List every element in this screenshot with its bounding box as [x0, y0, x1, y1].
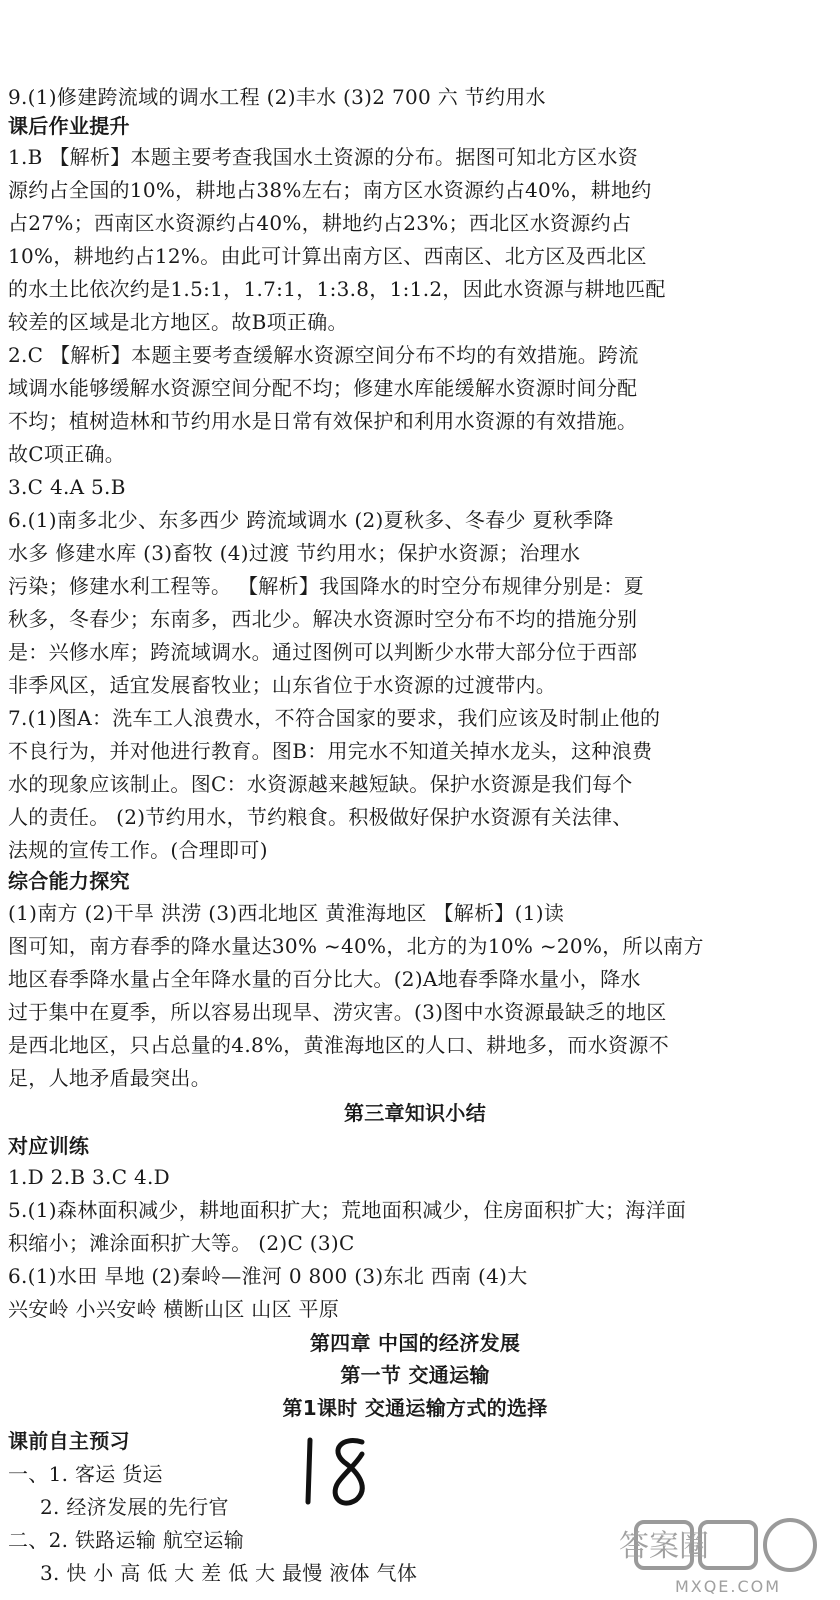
answer-line: 一、1. 客运 货运	[8, 1462, 163, 1486]
answer-line: 1.D 2.B 3.C 4.D	[8, 1165, 170, 1189]
answer-line: 人的责任。 (2)节约用水，节约粮食。积极做好保护水资源有关法律、	[8, 805, 633, 829]
chapter-summary-title: 第三章知识小结	[343, 1101, 487, 1125]
svg-text:MXQE.COM: MXQE.COM	[674, 1577, 782, 1596]
section-heading-homework: 课后作业提升	[8, 114, 130, 138]
answer-line: 水的现象应该制止。图C：水资源越来越短缺。保护水资源是我们每个	[8, 772, 633, 796]
answer-line: 7.(1)图A：洗车工人浪费水，不符合国家的要求，我们应该及时制止他的	[8, 706, 661, 730]
answer-line: 法规的宣传工作。(合理即可)	[8, 838, 268, 862]
answer-line: 兴安岭 小兴安岭 横断山区 山区 平原	[8, 1297, 340, 1321]
handwritten-page-number	[300, 1432, 380, 1508]
answer-line: 是：兴修水库；跨流域调水。通过图例可以判断少水带大部分位于西部	[8, 640, 638, 664]
watermark-logo	[619, 1518, 822, 1596]
answer-line: 1.B 【解析】本题主要考查我国水土资源的分布。据图可知北方区水资	[8, 145, 639, 169]
answer-line: 地区春季降水量占全年降水量的百分比大。(2)A地春季降水量小，降水	[8, 967, 641, 991]
answer-line: 域调水能够缓解水资源空间分配不均；修建水库能缓解水资源时间分配	[8, 376, 638, 400]
answer-line-9: 9.(1)修建跨流域的调水工程 (2)丰水 (3)2 700 六 节约用水	[8, 85, 546, 109]
section-heading-training: 对应训练	[8, 1134, 90, 1158]
section-heading-preview: 课前自主预习	[8, 1429, 130, 1453]
lesson-title: 第1课时 交通运输方式的选择	[282, 1396, 548, 1420]
answer-line: (1)南方 (2)干旱 洪涝 (3)西北地区 黄淮海地区 【解析】(1)读	[8, 901, 565, 925]
answer-line: 2. 经济发展的先行官	[40, 1495, 229, 1519]
answer-line: 过于集中在夏季，所以容易出现旱、涝灾害。(3)图中水资源最缺乏的地区	[8, 1000, 667, 1024]
answer-line: 非季风区，适宜发展畜牧业；山东省位于水资源的过渡带内。	[8, 673, 557, 697]
section-heading-ability: 综合能力探究	[8, 869, 130, 893]
answer-line: 的水土比依次约是1.5:1，1.7:1，1:3.8，1:1.2，因此水资源与耕地匹配	[8, 277, 666, 301]
answer-line: 3.C 4.A 5.B	[8, 475, 126, 499]
answer-line: 二、2. 铁路运输 航空运输	[8, 1528, 244, 1552]
answer-line: 6.(1)南多北少、东多西少 跨流域调水 (2)夏秋多、冬春少 夏秋季降	[8, 508, 614, 532]
answer-line: 不良行为，并对他进行教育。图B：用完水不知道关掉水龙头，这种浪费	[8, 739, 653, 763]
svg-text:答案圈: 答案圈	[619, 1529, 709, 1564]
answer-line: 3. 快 小 高 低 大 差 低 大 最慢 液体 气体	[40, 1561, 418, 1585]
answer-line: 秋多，冬春少；东南多，西北少。解决水资源时空分布不均的措施分别	[8, 607, 638, 631]
answer-line: 水多 修建水库 (3)畜牧 (4)过渡 节约用水；保护水资源；治理水	[8, 541, 581, 565]
section-title: 第一节 交通运输	[340, 1363, 490, 1387]
answer-line: 10%，耕地约占12%。由此可计算出南方区、西南区、北方区及西北区	[8, 244, 647, 268]
answer-line: 源约占全国的10%，耕地占38%左右；南方区水资源约占40%，耕地约	[8, 178, 652, 202]
answer-line: 占27%；西南区水资源约占40%，耕地约占23%；西北区水资源约占	[8, 211, 632, 235]
answer-line: 是西北地区，只占总量的4.8%，黄淮海地区的人口、耕地多，而水资源不	[8, 1033, 670, 1057]
answer-line: 6.(1)水田 旱地 (2)秦岭—淮河 0 800 (3)东北 西南 (4)大	[8, 1264, 528, 1288]
answer-line: 不均；植树造林和节约用水是日常有效保护和利用水资源的有效措施。	[8, 409, 638, 433]
answer-line: 图可知，南方春季的降水量达30% ~40%，北方的为10% ~20%，所以南方	[8, 934, 704, 958]
answer-line: 较差的区域是北方地区。故B项正确。	[8, 310, 348, 334]
chapter-title: 第四章 中国的经济发展	[309, 1331, 521, 1355]
answer-line: 污染；修建水利工程等。 【解析】我国降水的时空分布规律分别是：夏	[8, 574, 644, 598]
answer-line: 足，人地矛盾最突出。	[8, 1066, 211, 1090]
answer-line: 5.(1)森林面积减少，耕地面积扩大；荒地面积减少，住房面积扩大；海洋面	[8, 1198, 687, 1222]
answer-line: 积缩小；滩涂面积扩大等。 (2)C (3)C	[8, 1231, 355, 1255]
answer-line: 故C项正确。	[8, 442, 126, 466]
answer-line: 2.C 【解析】本题主要考查缓解水资源空间分布不均的有效措施。跨流	[8, 343, 639, 367]
